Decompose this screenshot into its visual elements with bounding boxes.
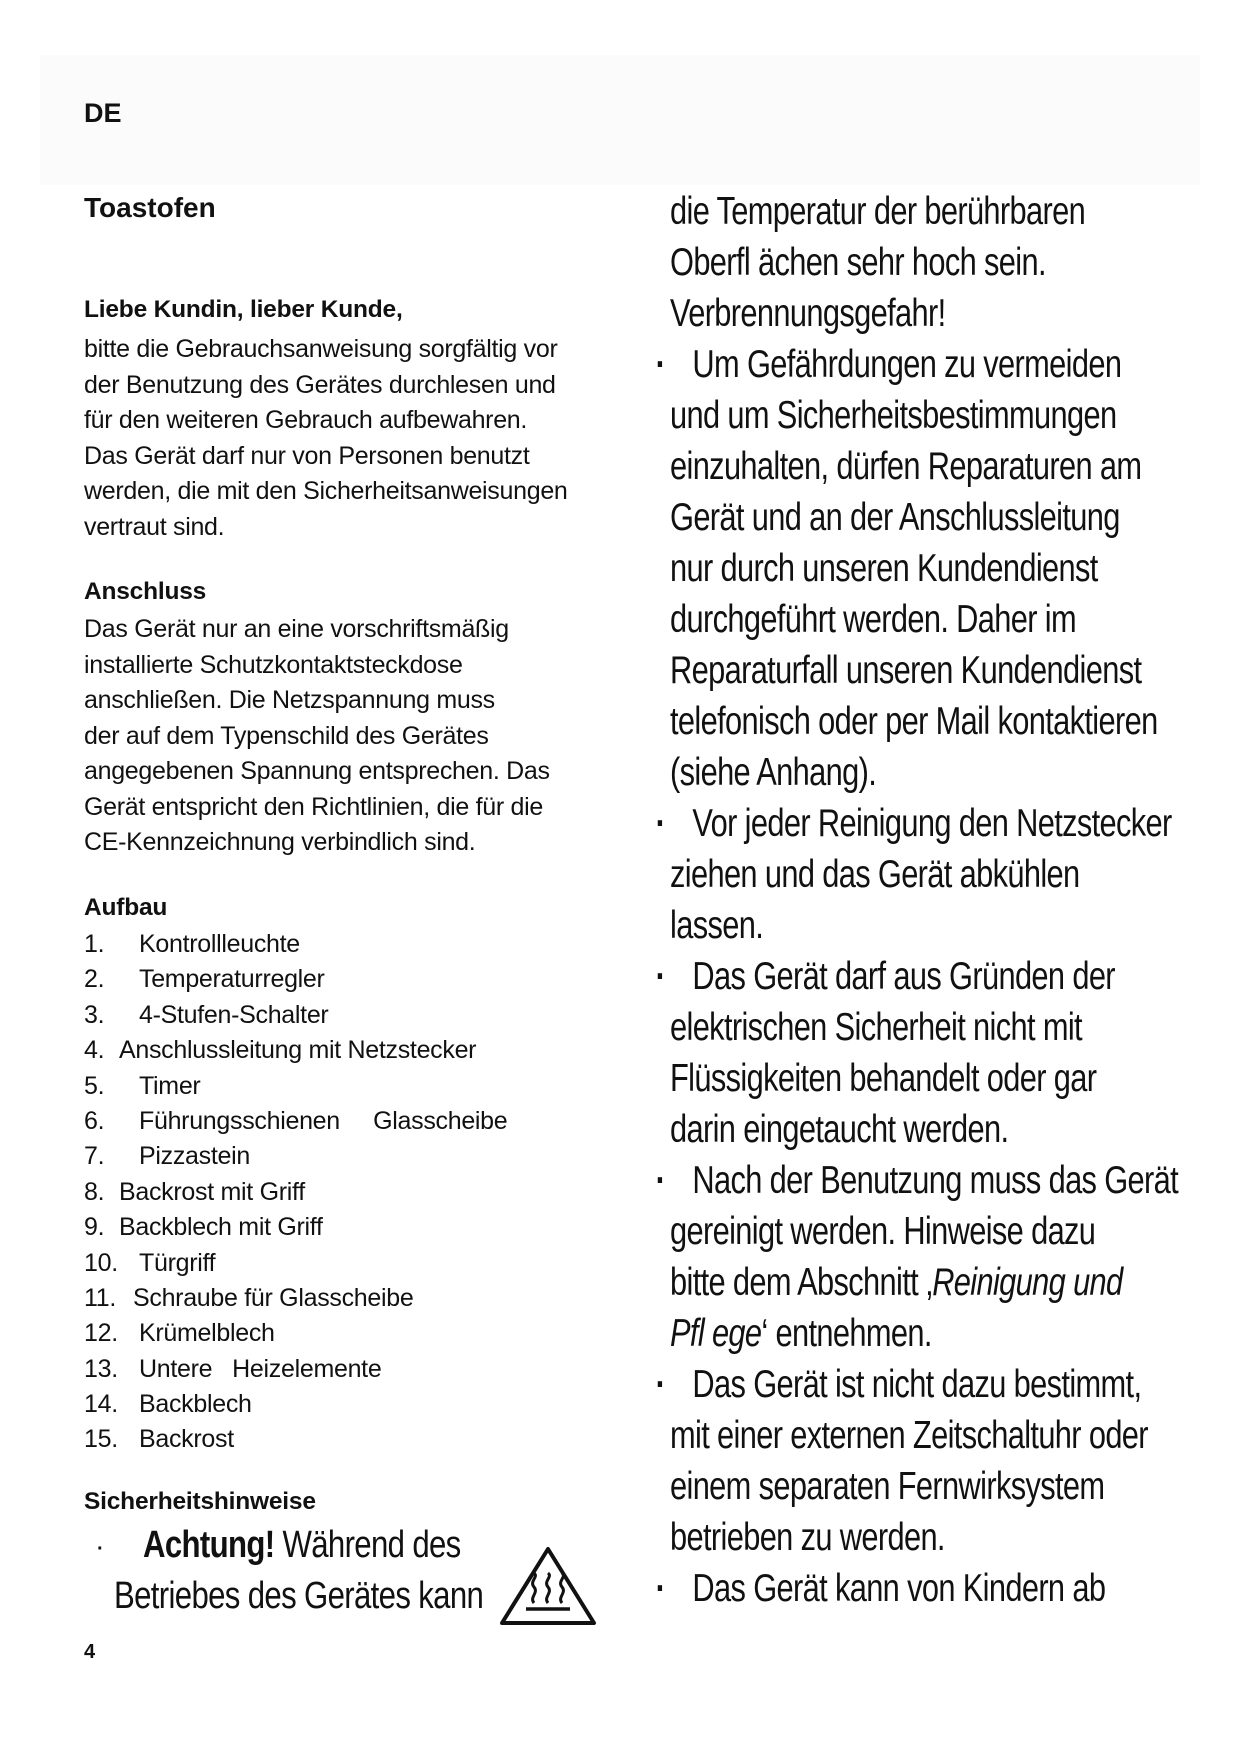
list-item [84,1104,604,1139]
list-number: 4. [84,1036,105,1065]
text-line: gereinigt werden. Hinweise dazu [670,1210,1096,1253]
text-line: Das Gerät ist nicht dazu bestimmt, [692,1363,1142,1406]
anschluss-line: installierte Schutzkontaktsteckdose [84,650,463,679]
text-line: Das Gerät kann von Kindern ab [692,1567,1106,1610]
header-band [40,55,1200,185]
list-item [84,1352,604,1387]
text-line: durchgeführt werden. Daher im [670,598,1077,641]
text-line: darin eingetaucht werden. [670,1108,1009,1151]
list-number: 12. [84,1319,118,1348]
section-reference: Reinigung und [932,1261,1123,1304]
right-column [655,186,1179,1614]
bullet-item-first-line: · Das Gerät kann von Kindern ab [655,1567,1106,1610]
text-line [670,1257,1178,1308]
list-item [84,1210,604,1245]
list-number: 7. [84,1142,105,1171]
list-item [84,962,604,997]
list-text: Backrost [139,1425,234,1454]
text-line: Flüssigkeiten behandelt oder gar [670,1057,1097,1100]
list-number: 11. [84,1283,116,1312]
warning-text: Während des [274,1524,461,1566]
list-item [84,1139,604,1174]
list-text: Backblech mit Griff [119,1213,323,1242]
list-text: Anschlussleitung mit Netzstecker [119,1036,477,1065]
page-number: 4 [84,1641,96,1663]
text-line: ziehen und das Gerät abkühlen [670,853,1080,896]
intro-line: für den weiteren Gebrauch aufbewahren. [84,406,528,434]
text-line: mit einer externen Zeitschaltuhr oder [670,1414,1148,1457]
list-number: 13. [84,1354,118,1383]
list-item [84,1387,604,1422]
anschluss-line: der auf dem Typenschild des Gerätes [84,721,489,750]
list-text: Untere Heizelemente [139,1354,382,1383]
text-line: Nach der Benutzung muss das Gerät [692,1159,1179,1202]
list-item [84,1281,604,1316]
list-number: 2. [84,965,105,994]
intro-line: der Benutzung des Gerätes durchlesen und [84,370,556,399]
warning-label: Achtung! [143,1524,275,1566]
list-text: Krümelblech [139,1319,275,1348]
list-text: Backrost mit Griff [119,1177,305,1206]
safety-warning-line1 [143,1520,461,1571]
bullet-item-first-line: · Nach der Benutzung muss das Gerät [655,1159,1179,1202]
list-item [84,1175,604,1210]
anschluss-line: Das Gerät nur an eine vorschriftsmäßig [84,615,509,643]
list-number: 3. [84,1000,105,1029]
text-fragment: bitte dem Abschnitt ‚ [670,1261,933,1304]
text-line: Gerät und an der Anschlussleitung [670,496,1120,539]
list-number: 6. [84,1106,105,1135]
list-item [84,998,604,1033]
anschluss-paragraph [84,612,550,861]
language-label: DE [84,98,122,128]
text-line: nur durch unseren Kundendienst [670,547,1098,590]
anschluss-line: CE-Kennzeichnung verbindlich sind. [84,828,476,856]
bullet-marker: · [97,1538,104,1560]
section-reference: Pfl ege [670,1312,762,1355]
list-item [84,1246,604,1281]
intro-line: Das Gerät darf nur von Personen benutzt [84,441,530,470]
anschluss-line: anschließen. Die Netzspannung muss [84,686,495,714]
text-line: lassen. [670,904,764,947]
list-item [84,927,604,962]
list-number: 1. [84,930,105,958]
text-line: Das Gerät darf aus Gründen der [692,955,1115,998]
anschluss-heading: Anschluss [84,578,207,605]
text-line: Oberfl ächen sehr hoch sein. [670,241,1046,284]
aufbau-list [84,927,604,1458]
list-number: 10. [84,1248,118,1277]
hot-surface-warning-icon [498,1545,598,1627]
list-number: 9. [84,1213,105,1242]
text-line: die Temperatur der berührbaren [670,190,1086,233]
list-text: Temperaturregler [139,965,325,994]
text-fragment: ‘ entnehmen. [761,1312,932,1355]
text-line: Verbrennungsgefahr! [670,292,946,335]
list-number: 15. [84,1425,118,1454]
safety-warning-line2: Betriebes des Gerätes kann [114,1575,484,1617]
list-number: 8. [84,1177,105,1206]
list-number: 14. [84,1390,118,1419]
list-item [84,1422,604,1457]
bullet-item-first-line: · Das Gerät darf aus Gründen der [655,955,1115,998]
intro-line: vertraut sind. [84,512,225,541]
list-text: 4-Stufen-Schalter [139,1000,329,1029]
list-text: Türgriff [139,1248,216,1277]
anschluss-line: angegebenen Spannung entsprechen. Das [84,757,550,785]
list-text: Schraube für Glasscheibe [133,1283,414,1312]
intro-paragraph [84,332,568,545]
intro-heading: Liebe Kundin, lieber Kunde, [84,296,403,323]
safety-heading: Sicherheitshinweise [84,1488,316,1515]
list-text: Backblech [139,1390,252,1419]
text-line: einzuhalten, dürfen Reparaturen am [670,445,1142,488]
text-line [670,1308,1178,1359]
aufbau-heading: Aufbau [84,894,168,921]
bullet-item-first-line: · Um Gefährdungen zu vermeiden [655,343,1122,386]
text-line: Reparaturfall unseren Kundendienst [670,649,1142,692]
list-item [84,1069,604,1104]
text-line: betrieben zu werden. [670,1516,945,1559]
text-line: Vor jeder Reinigung den Netzstecker [692,802,1172,845]
list-text: Führungsschienen Glasscheibe [139,1106,508,1135]
bullet-item-first-line: · Das Gerät ist nicht dazu bestimmt, [655,1363,1142,1406]
intro-line: werden, die mit den Sicherheitsanweisungen [84,477,568,505]
text-line: und um Sicherheitsbestimmungen [670,394,1117,437]
list-item [84,1316,604,1351]
list-text: Pizzastein [139,1142,250,1171]
list-number: 5. [84,1071,105,1100]
page-title: Toastofen [84,192,216,223]
intro-line: bitte die Gebrauchsanweisung sorgfältig vor [84,335,558,363]
text-line: einem separaten Fernwirksystem [670,1465,1105,1508]
bullet-item-first-line: · Vor jeder Reinigung den Netzstecker [655,802,1172,845]
text-line: Um Gefährdungen zu vermeiden [692,343,1122,386]
text-line: elektrischen Sicherheit nicht mit [670,1006,1082,1049]
list-item [84,1033,604,1068]
anschluss-line: Gerät entspricht den Richtlinien, die für die [84,792,543,821]
list-text: Timer [139,1071,201,1100]
text-line: (siehe Anhang). [670,751,877,794]
list-text: Kontrollleuchte [139,930,300,958]
text-line: telefonisch oder per Mail kontaktieren [670,700,1158,743]
